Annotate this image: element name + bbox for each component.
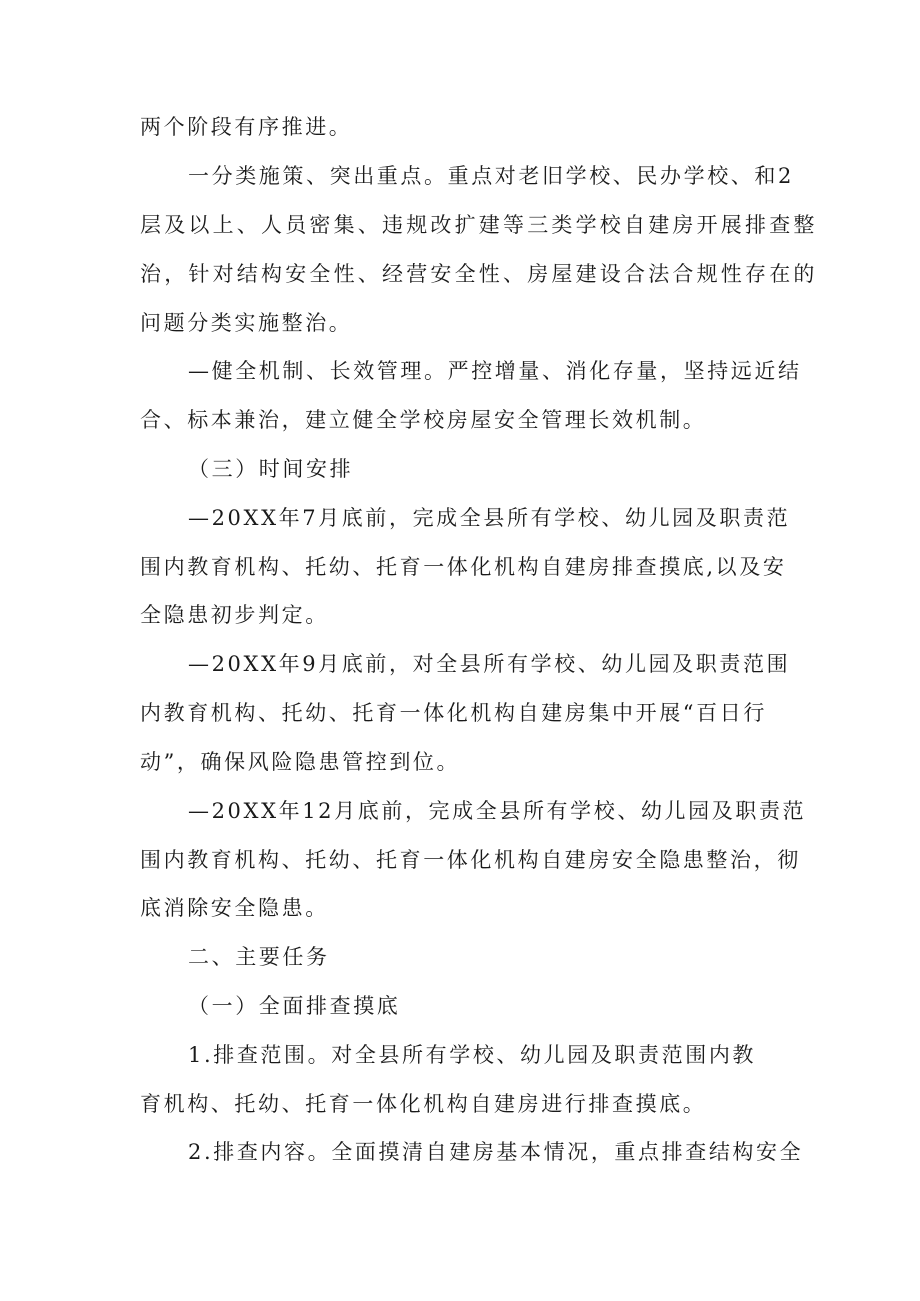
text-line: 围内教育机构、托幼、托育一体化机构自建房排查摸底,以及安: [140, 555, 787, 579]
text-line: 问题分类实施整治。: [140, 311, 353, 335]
subsection-heading: （一）全面排查摸底: [188, 994, 401, 1018]
text-line: 治，针对结构安全性、经营安全性、房屋建设合法合规性存在的: [140, 262, 818, 286]
text-line: 动”，确保风险隐患管控到位。: [140, 750, 461, 774]
text-line: —20XX年9月底前，对全县所有学校、幼儿园及职责范围: [188, 652, 791, 676]
text-line: 育机构、托幼、托育一体化机构自建房进行排查摸底。: [140, 1092, 707, 1116]
text-line: 围内教育机构、托幼、托育一体化机构自建房安全隐患整治，彻: [140, 848, 801, 872]
text-line: 层及以上、人员密集、违规改扩建等三类学校自建房开展排查整: [140, 213, 818, 237]
text-line: 合、标本兼治，建立健全学校房屋安全管理长效机制。: [140, 408, 707, 432]
section-heading: （三）时间安排: [188, 457, 354, 481]
text-line: 两个阶段有序推进。: [140, 115, 353, 139]
text-line: —20XX年7月底前，完成全县所有学校、幼儿园及职责范: [188, 506, 791, 530]
text-line: 2.排查内容。全面摸清自建房基本情况，重点排查结构安全: [188, 1140, 804, 1164]
text-line: 内教育机构、托幼、托育一体化机构自建房集中开展“百日行: [140, 701, 767, 725]
text-line: 1.排查范围。对全县所有学校、幼儿园及职责范围内教: [188, 1043, 757, 1067]
text-line: —健全机制、长效管理。严控增量、消化存量，坚持远近结: [188, 359, 802, 383]
section-heading: 二、主要任务: [188, 945, 330, 969]
text-line: —20XX年12月底前，完成全县所有学校、幼儿园及职责范: [188, 799, 807, 823]
text-line: 一分类施策、突出重点。重点对老旧学校、民办学校、和2: [188, 164, 794, 188]
text-line: 全隐患初步判定。: [140, 603, 329, 627]
text-line: 底消除安全隐患。: [140, 896, 329, 920]
